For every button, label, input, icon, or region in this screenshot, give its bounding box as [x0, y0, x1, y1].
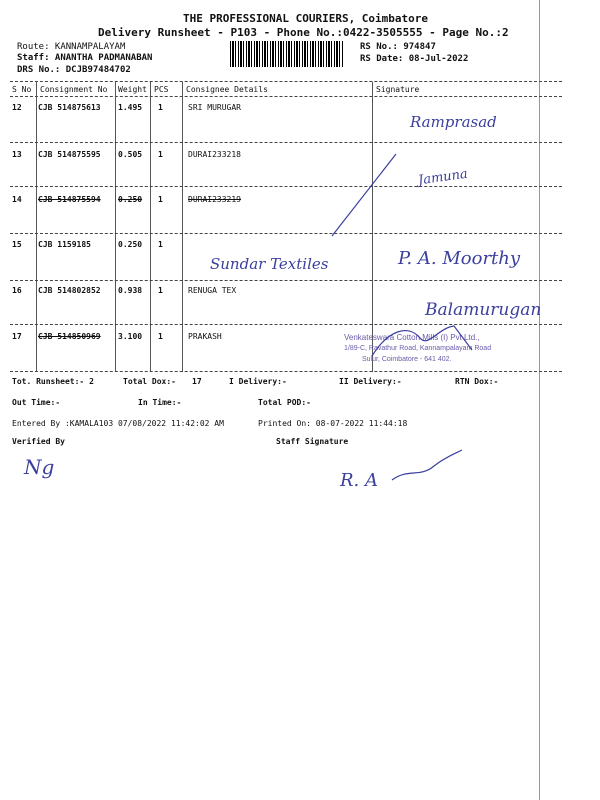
stamp-line: Venkateswara Cotton Mills (I) Pvt Ltd.,	[344, 333, 480, 342]
row-pcs: 1	[158, 240, 163, 249]
total-dox-label: Total Dox:-	[123, 377, 176, 386]
row-sno: 15	[12, 240, 22, 249]
rs-date: RS Date: 08-Jul-2022	[360, 54, 469, 64]
row-weight: 0.938	[118, 286, 143, 295]
company-title: THE PROFESSIONAL COURIERS, Coimbatore	[183, 12, 429, 25]
row-consignee: SRI MURUGAR	[188, 103, 241, 112]
row-rule	[10, 233, 562, 234]
i-delivery: I Delivery:-	[229, 377, 287, 386]
signature-row12: Ramprasad	[410, 113, 497, 131]
verified-mark: Ng	[24, 455, 55, 479]
row-rule	[10, 186, 562, 187]
row-consignee: DURAI233219	[188, 195, 241, 204]
total-dox-value: 17	[192, 377, 202, 386]
row-sno: 14	[12, 195, 22, 204]
row-rule	[10, 324, 562, 325]
page-margin-line	[539, 0, 540, 800]
in-time: In Time:-	[138, 398, 182, 407]
row-pcs: 1	[158, 150, 163, 159]
col-weight: Weight	[118, 85, 147, 94]
out-time: Out Time:-	[12, 398, 61, 407]
entered-by: Entered By :KAMALA103 07/08/2022 11:42:02 AM	[12, 419, 224, 428]
col-sno: S No	[12, 85, 32, 94]
row-pcs: 1	[158, 286, 163, 295]
row-weight: 1.495	[118, 103, 143, 112]
row-consignee: DURAI233218	[188, 150, 241, 159]
route-label: Route: KANNAMPALAYAM	[17, 42, 126, 52]
row-pcs: 1	[158, 103, 163, 112]
col-divider	[150, 82, 151, 372]
row-weight: 0.505	[118, 150, 143, 159]
barcode	[230, 41, 344, 67]
col-signature: Signature	[376, 85, 420, 94]
staff-signature-label: Staff Signature	[276, 437, 349, 446]
row-consignment: CJB 514875594	[38, 195, 101, 204]
col-pcs: PCS	[154, 85, 169, 94]
col-divider	[182, 82, 183, 372]
rtn-dox: RTN Dox:-	[455, 377, 499, 386]
col-divider	[115, 82, 116, 372]
row-sno: 13	[12, 150, 22, 159]
table-top-rule	[10, 81, 562, 82]
row-consignment: CJB 1159185	[38, 240, 91, 249]
stamp-line: Sulur, Coimbatore - 641 402.	[362, 356, 452, 363]
total-pod: Total POD:-	[258, 398, 311, 407]
staff-label: Staff: ANANTHA PADMANABAN	[17, 53, 153, 63]
rs-number: RS No.: 974847	[360, 42, 436, 52]
verified-by: Verified By	[12, 437, 65, 446]
signature-row13: Jamuna	[417, 166, 469, 189]
row-consignment: CJB 514875613	[38, 103, 101, 112]
signature-row15-right: P. A. Moorthy	[398, 248, 521, 269]
col-consignment: Consignment No	[40, 85, 108, 94]
row-rule	[10, 280, 562, 281]
row-rule	[10, 142, 562, 143]
drs-number: DRS No.: DCJB97484702	[17, 65, 131, 75]
row-pcs: 1	[158, 195, 163, 204]
stamp-line: 1/89-C, Ravathur Road, Kannampalayam Road	[344, 345, 492, 352]
printed-on: Printed On: 08-07-2022 11:44:18	[258, 419, 408, 428]
tot-runsheet: Tot. Runsheet:- 2	[12, 377, 94, 386]
stamp-signature-stroke	[368, 320, 478, 360]
row-consignee: RENUGA TEX	[188, 286, 237, 295]
row-consignment: CJB 514875595	[38, 150, 101, 159]
signature-row15-left: Sundar Textiles	[210, 255, 329, 273]
table-header-rule	[10, 96, 562, 97]
runsheet-title: Delivery Runsheet - P103 - Phone No.:0422-3505555 - Page No.:2	[98, 26, 509, 39]
row-consignment: CJB 514802852	[38, 286, 101, 295]
table-bottom-rule	[10, 371, 562, 372]
row-weight: 0.250	[118, 195, 143, 204]
col-divider	[36, 82, 37, 372]
row-weight: 3.100	[118, 332, 143, 341]
row-sno: 17	[12, 332, 22, 341]
row-consignment: CJB 514850969	[38, 332, 101, 341]
row-weight: 0.250	[118, 240, 143, 249]
pen-stroke	[330, 150, 400, 240]
signature-row16: Balamurugan	[425, 300, 542, 320]
staff-signature: R. A	[340, 470, 378, 491]
row-sno: 12	[12, 103, 22, 112]
row-sno: 16	[12, 286, 22, 295]
row-consignee: PRAKASH	[188, 332, 222, 341]
ii-delivery: II Delivery:-	[339, 377, 402, 386]
row-pcs: 1	[158, 332, 163, 341]
signature-stroke	[390, 448, 465, 488]
col-consignee: Consignee Details	[186, 85, 268, 94]
